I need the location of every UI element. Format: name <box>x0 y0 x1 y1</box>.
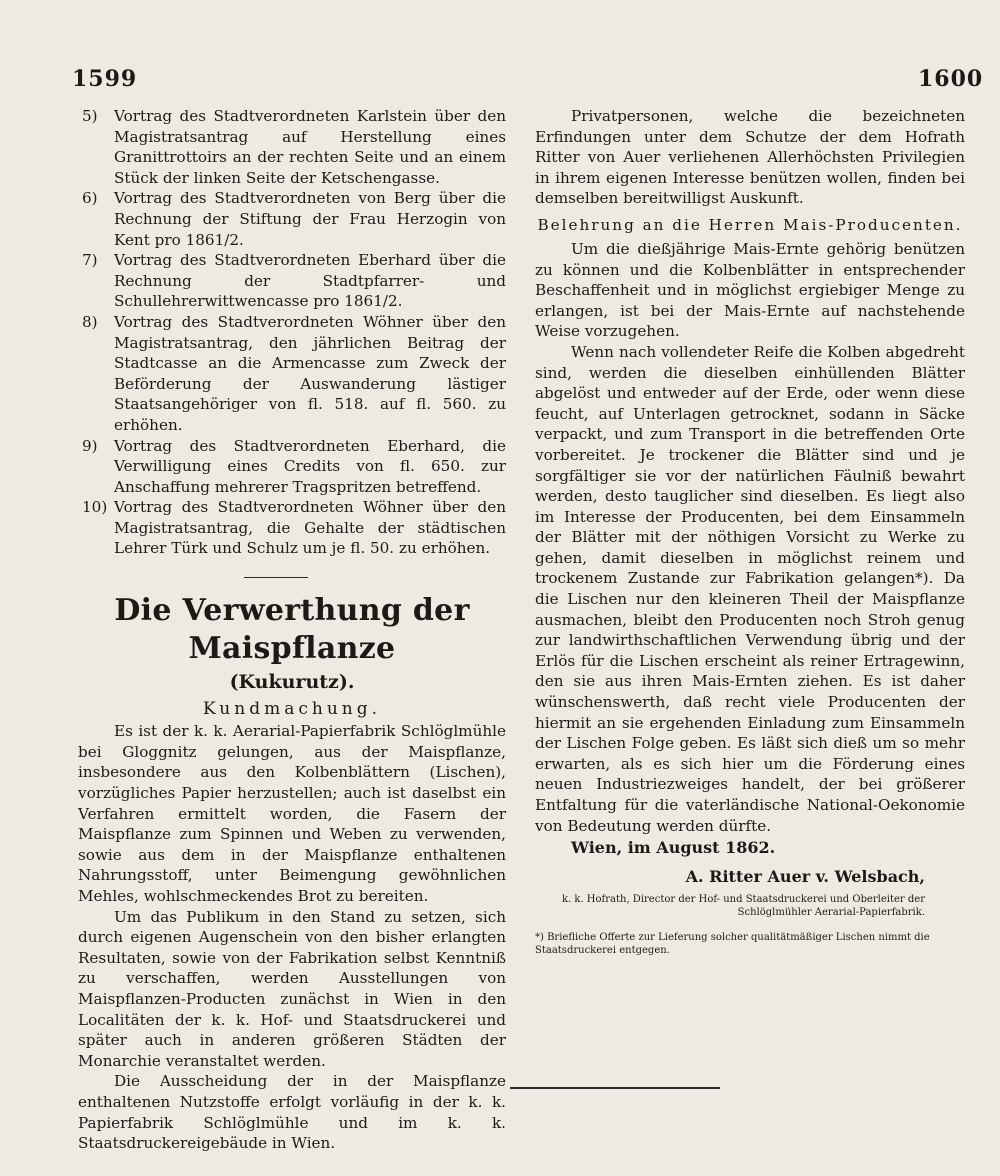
agenda-item-text: Vortrag des Stadtverordneten Karlstein über den Magistratsantrag auf Herstellung eines Granittrottoirs an der rechten Seite und an einem Stück der linken Seite der Ketschengasse. <box>114 107 506 187</box>
agenda-item-number: 6) <box>82 189 98 208</box>
agenda-item <box>78 312 506 436</box>
agenda-item-number: 9) <box>82 436 98 455</box>
agenda-item-text: Vortrag des Stadtverordneten Eberhard über die Rechnung der Stadtpfarrer- und Schullehrerwittwencasse pro 1861/2. <box>114 251 506 311</box>
article-paragraph-1: Es ist der k. k. Aerarial-Papierfabrik Schlöglmühle bei Gloggnitz gelungen, aus der Maispflanze, insbesondere aus den Kolbenblättern (Lischen), vorzügliches Papier herzustellen; auch ist daselbst ein Verfahren ermittelt worden, die Fasern der Maispflanze zum Spinnen und Weben zu verwenden, sowie aus dem in der Maispflanze enthaltenen Nahrungsstoff, unter Beimengung gewöhnlichen Mehles, wohlschmeckendes Brot zu bereiten. <box>78 722 506 905</box>
bottom-divider <box>510 1087 720 1089</box>
article-heading: Die Verwerthung der Maispflanze <box>114 593 470 667</box>
agenda-item-number: 5) <box>82 107 98 125</box>
agenda-item <box>78 188 506 250</box>
page-number-left: 1599 <box>72 66 138 92</box>
instruction-heading: Belehrung an die Herren Mais-Producenten. <box>537 215 963 234</box>
article-paragraph-2: Um das Publikum in den Stand zu setzen, sich durch eigenen Augenschein von den bisher erlangten Resultaten, sowie von der Fabrikation selbst Kenntniß zu verschaffen, werden Ausstellungen von Maispflanzen-Producten zunächst in Wien in den Localitäten der k. k. Hof- und Staatsdruckerei und später auch in anderen größeren Städten der Monarchie veranstaltet werden. <box>78 907 506 1070</box>
right-column <box>535 106 965 957</box>
agenda-item-number: 8) <box>82 312 98 331</box>
agenda-item-text: Vortrag des Stadtverordneten Eberhard, die Verwilligung eines Credits von fl. 650. zur Anschaffung mehrerer Tragspritzen betreffend. <box>114 436 506 496</box>
article-paragraph-5: Um die dießjährige Mais-Ernte gehörig benützen zu können und die Kolbenblätter in entsprechender Beschaffenheit und in möglichst ergiebiger Menge zu erlangen, ist bei der Mais-Ernte auf nachstehende Weise vorzugehen. <box>535 239 965 341</box>
article-paragraph-3: Die Ausscheidung der in der Maispflanze enthaltenen Nutzstoffe erfolgt vorläufig in der k. k. Papierfabrik Schlöglmühle und im k. k. Staatsdruckereigebäude in Wien. <box>78 1072 506 1153</box>
agenda-list <box>78 106 506 559</box>
agenda-item-text: Vortrag des Stadtverordneten von Berg über die Rechnung der Stiftung der Frau Herzogin von Kent pro 1861/2. <box>114 189 506 249</box>
left-column <box>78 106 506 1154</box>
agenda-item-number: 10) <box>82 498 108 517</box>
footnote: *) Briefliche Offerte zur Lieferung solcher qualitätmäßiger Lischen nimmt die Staatsdruckerei entgegen. <box>535 932 930 957</box>
article-subheading: (Kukurutz). <box>229 671 355 694</box>
agenda-item <box>78 106 506 188</box>
signature-title: k. k. Hofrath, Director der Hof- und Staatsdruckerei und Oberleiter der Schlöglmühler Aerarial-Papierfabrik. <box>561 894 925 919</box>
agenda-item-text: Vortrag des Stadtverordneten Wöhner über den Magistratsantrag, den jährlichen Beitrag der Stadtcasse an die Armencasse zum Zweck der Beförderung der Auswanderung lästiger Staatsangehöriger von fl. 518. auf fl. 560. zu erhöhen. <box>114 312 506 434</box>
article-paragraph-6: Wenn nach vollendeter Reife die Kolben abgedreht sind, werden die dieselben einhüllenden Blätter abgelöst und entweder auf der Erde, oder wenn diese feucht, auf Unterlagen getrocknet, sodann in Säcke verpackt, und zum Transport in die betreffenden Orte vorbereitet. Je trockener die Blätter sind und je sorgfältiger sie vor der natürlichen Fäulniß bewahrt werden, desto tauglicher sind dieselben. Es liegt also im Interesse der Producenten, bei dem Einsammeln der Blätter mit der nöthigen Vorsicht zu Werke zu gehen, damit dieselben in möglichst reinem und trockenem Zustande zur Fabrikation gelangen*). Da die Lischen nur den kleineren Theil der Maispflanze ausmachen, bleibt den Producenten noch Stroh genug zur landwirthschaftlichen Verwendung übrig und der Erlös für die Lischen erscheint als reiner Ertragewinn, den sie aus ihren Mais-Ernten ziehen. Es ist daher wünschenswerth, daß recht viele Producenten der hiermit an sie ergehenden Einladung zum Einsammeln der Lischen Folge geben. Es läßt sich dieß um so mehr erwarten, als es sich hier um die Förderung eines neuen Industriezweiges handelt, der bei größerer Entfaltung für die vaterländische National-Oekonomie von Bedeutung werden dürfte. <box>535 342 965 835</box>
agenda-item-text: Vortrag des Stadtverordneten Wöhner über den Magistratsantrag, die Gehalte der städtischen Lehrer Türk und Schulz um je fl. 50. zu erhöhen. <box>114 498 506 558</box>
agenda-item <box>78 497 506 559</box>
place-and-date: Wien, im August 1862. <box>571 838 776 858</box>
agenda-item <box>78 250 506 312</box>
agenda-item-number: 7) <box>82 251 98 270</box>
signature-name: A. Ritter Auer v. Welsbach, <box>685 866 925 886</box>
notice-label: Kundmachung. <box>202 698 381 719</box>
section-divider <box>244 577 308 578</box>
article-paragraph-4: Privatpersonen, welche die bezeichneten Erfindungen unter dem Schutze der dem Hofrath Ritter von Auer verliehenen Allerhöchsten Privilegien in ihrem eigenen Interesse benützen wollen, finden bei demselben bereitwilligst Auskunft. <box>535 107 965 208</box>
page-number-right: 1600 <box>918 66 984 92</box>
agenda-item <box>78 436 506 498</box>
